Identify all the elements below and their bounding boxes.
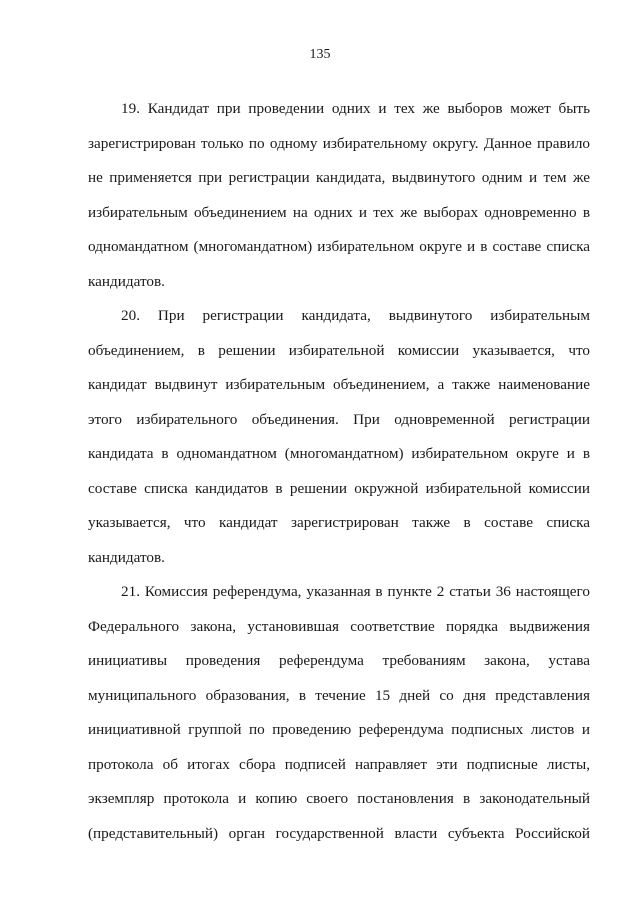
paragraph-21 (88, 581, 590, 857)
text-line: этого избирательного объединения. При одновременной регистрации (88, 410, 590, 428)
text-line: не применяется при регистрации кандидата, выдвинутого одним и тем же (88, 169, 590, 186)
text-line: одномандатном (многомандатном) избирательном округе и в составе списка (88, 238, 590, 255)
text-line: составе списка кандидатов в решении окружной избирательной комиссии (88, 479, 590, 497)
text-line: 19. Кандидат при проведении одних и тех же выборов может быть (121, 100, 590, 117)
text-line: муниципального образования, в течение 15 дней со дня представления (88, 686, 590, 704)
text-line: 21. Комиссия референдума, указанная в пункте 2 статьи 36 настоящего (121, 583, 590, 600)
text-line: указывается, что кандидат зарегистрирован также в составе списка (88, 514, 590, 531)
document-body (88, 98, 590, 857)
text-line: кандидата в одномандатном (многомандатном) избирательном округе и в (88, 445, 590, 462)
text-line: избирательным объединением на одних и тех же выборах одновременно в (88, 203, 590, 221)
text-line: 20. При регистрации кандидата, выдвинутого избирательным (121, 307, 590, 324)
paragraph-19 (88, 98, 590, 305)
text-line: объединением, в решении избирательной комиссии указывается, что (88, 341, 590, 359)
text-line: кандидат выдвинут избирательным объединением, а также наименование (88, 376, 590, 393)
text-line: зарегистрирован только по одному избирательному округу. Данное правило (88, 134, 590, 152)
text-line: инициативной группой по проведению референдума подписных листов и (88, 721, 590, 738)
text-line: кандидатов. (88, 548, 165, 566)
paragraph-20 (88, 305, 590, 581)
text-line: экземпляр протокола и копию своего постановления в законодательный (88, 790, 590, 807)
text-line: (представительный) орган государственной власти субъекта Российской (88, 824, 590, 842)
text-line: кандидатов. (88, 272, 165, 290)
text-line: Федерального закона, установившая соответствие порядка выдвижения (88, 617, 590, 635)
text-line: инициативы проведения референдума требованиям закона, устава (88, 652, 590, 669)
text-line: протокола об итогах сбора подписей направляет эти подписные листы, (88, 755, 590, 773)
page-number: 135 (309, 47, 331, 62)
